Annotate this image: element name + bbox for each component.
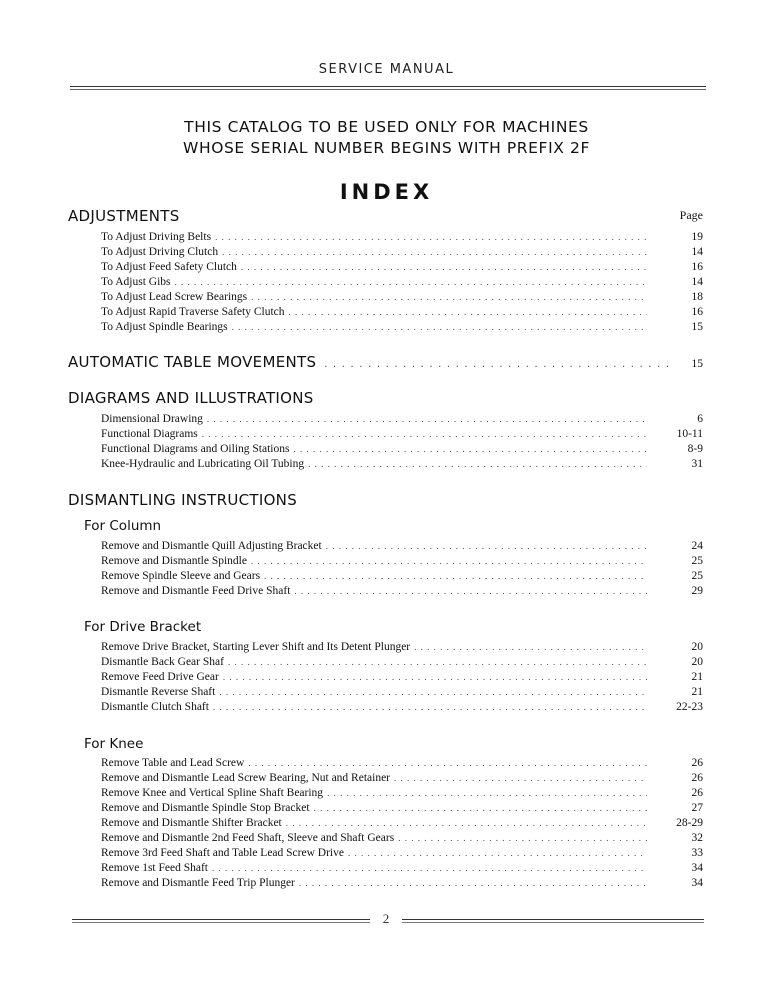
index-entry[interactable] [101, 246, 703, 261]
leader-dots [398, 832, 647, 844]
leader-dots [219, 686, 647, 698]
leader-dots [299, 877, 647, 889]
entry-page: 16 [691, 261, 703, 273]
index-entry[interactable] [101, 802, 703, 817]
entry-label: Remove and Dismantle Lead Screw Bearing, Nut and Retainer [101, 772, 391, 784]
entry-page: 33 [691, 847, 703, 859]
footer-rule-right-thin [402, 922, 704, 923]
leader-dots [327, 787, 647, 799]
entry-page: 20 [691, 641, 703, 653]
index-entry[interactable] [101, 787, 703, 802]
index-entry[interactable] [101, 641, 703, 656]
leader-dots [228, 656, 647, 668]
section-heading-diagrams: DIAGRAMS AND ILLUSTRATIONS [68, 389, 314, 407]
entry-page: 31 [691, 458, 703, 470]
entry-page: 28-29 [676, 817, 703, 829]
entry-label: Remove and Dismantle Spindle [101, 555, 247, 567]
entry-label: Functional Diagrams [101, 428, 198, 440]
running-header: SERVICE MANUAL [318, 62, 455, 77]
leader-dots [223, 671, 647, 683]
leader-dots [294, 585, 647, 597]
entry-page: 26 [691, 757, 703, 769]
page-number: 2 [382, 911, 390, 926]
serial-notice-line-2: WHOSE SERIAL NUMBER BEGINS WITH PREFIX 2F [183, 139, 590, 157]
entry-label: To Adjust Spindle Bearings [101, 321, 228, 333]
entry-page: 15 [691, 358, 703, 370]
index-entry[interactable] [101, 656, 703, 671]
entry-page: 26 [691, 787, 703, 799]
entry-label: Remove 3rd Feed Shaft and Table Lead Screw Drive [101, 847, 344, 859]
leader-dots [326, 540, 647, 552]
entry-page: 14 [691, 246, 703, 258]
entry-label: To Adjust Gibs [101, 276, 171, 288]
leader-dots [241, 261, 647, 273]
entry-page: 25 [691, 570, 703, 582]
index-entry[interactable] [101, 231, 703, 246]
entry-page: 6 [697, 413, 703, 425]
leader-dots [293, 443, 647, 455]
entry-page: 10-11 [676, 428, 703, 440]
leader-dots [207, 413, 647, 425]
entry-label: Knee-Hydraulic and Lubricating Oil Tubing [101, 458, 305, 470]
index-entry-automatic-table-movements[interactable] [68, 352, 703, 372]
entry-label: Dimensional Drawing [101, 413, 203, 425]
serial-notice-line-1: THIS CATALOG TO BE USED ONLY FOR MACHINES [184, 118, 589, 136]
index-entry[interactable] [101, 306, 703, 321]
page-column-label: Page [679, 208, 703, 222]
entry-label: Remove Table and Lead Screw [101, 757, 245, 769]
entry-label: Remove Spindle Sleeve and Gears [101, 570, 261, 582]
index-entry[interactable] [101, 671, 703, 686]
index-entry[interactable] [101, 862, 703, 877]
entry-page: 21 [691, 686, 703, 698]
index-title: INDEX [339, 180, 434, 204]
entry-page: 14 [691, 276, 703, 288]
index-entry[interactable] [101, 261, 703, 276]
entry-page: 24 [691, 540, 703, 552]
entry-page: 34 [691, 877, 703, 889]
footer-rule-right [402, 919, 704, 920]
entry-label: Remove and Dismantle Quill Adjusting Bracket [101, 540, 322, 552]
entry-label: Remove and Dismantle Spindle Stop Bracket [101, 802, 310, 814]
leader-dots [215, 231, 647, 243]
section-heading-adjustments: ADJUSTMENTS [68, 207, 180, 225]
subsection-heading-drive-bracket: For Drive Bracket [84, 619, 202, 635]
entry-label: Remove and Dismantle Shifter Bracket [101, 817, 282, 829]
entry-page: 21 [691, 671, 703, 683]
entry-label: Remove Drive Bracket, Starting Lever Shift and Its Detent Plunger [101, 641, 411, 653]
entry-page: 22-23 [676, 701, 703, 713]
entry-page: 19 [691, 231, 703, 243]
index-entry[interactable] [101, 443, 703, 458]
index-entry[interactable] [101, 757, 703, 772]
header-rule [70, 86, 706, 90]
index-entry[interactable] [101, 877, 703, 892]
entry-page: 8-9 [687, 443, 703, 455]
index-entry[interactable] [101, 428, 703, 443]
leader-dots [174, 276, 647, 288]
leader-dots [213, 701, 647, 713]
entry-page: 25 [691, 555, 703, 567]
index-entry[interactable] [101, 701, 703, 716]
serial-notice [0, 117, 773, 159]
entry-page: 34 [691, 862, 703, 874]
footer-rule-left-thin [72, 922, 370, 923]
footer-rule-left [72, 919, 370, 920]
index-entry[interactable] [101, 540, 703, 555]
leader-dots [324, 352, 674, 371]
entry-label: Remove Knee and Vertical Spline Shaft Bearing [101, 787, 324, 799]
entry-label: Remove and Dismantle Feed Trip Plunger [101, 877, 295, 889]
entry-label: To Adjust Feed Safety Clutch [101, 261, 237, 273]
entry-label: To Adjust Rapid Traverse Safety Clutch [101, 306, 285, 318]
index-entry[interactable] [101, 291, 703, 306]
entry-page: 20 [691, 656, 703, 668]
entry-label: To Adjust Driving Clutch [101, 246, 219, 258]
leader-dots [264, 570, 647, 582]
entry-label: To Adjust Lead Screw Bearings [101, 291, 248, 303]
entry-label: Remove and Dismantle 2nd Feed Shaft, Sleeve and Shaft Gears [101, 832, 395, 844]
index-entry[interactable] [101, 772, 703, 787]
leader-dots [248, 757, 647, 769]
index-entry[interactable] [101, 832, 703, 847]
entry-page: 15 [691, 321, 703, 333]
entry-label: Remove 1st Feed Shaft [101, 862, 208, 874]
entry-label: Dismantle Clutch Shaft [101, 701, 209, 713]
entry-page: 16 [691, 306, 703, 318]
index-entry[interactable] [101, 585, 703, 600]
leader-dots [251, 555, 647, 567]
entry-page: 27 [691, 802, 703, 814]
entry-label: Remove and Dismantle Feed Drive Shaft [101, 585, 291, 597]
entry-page: 18 [691, 291, 703, 303]
leader-dots [394, 772, 647, 784]
leader-dots [289, 306, 647, 318]
leader-dots [251, 291, 647, 303]
leader-dots [314, 802, 647, 814]
leader-dots [308, 458, 647, 470]
index-entry[interactable] [101, 458, 703, 473]
leader-dots [222, 246, 647, 258]
entry-page: 29 [691, 585, 703, 597]
section-heading-automatic: AUTOMATIC TABLE MOVEMENTS [68, 353, 317, 371]
leader-dots [232, 321, 647, 333]
entry-label: Remove Feed Drive Gear [101, 671, 219, 683]
section-heading-dismantling: DISMANTLING INSTRUCTIONS [68, 491, 298, 509]
entry-label: Functional Diagrams and Oiling Stations [101, 443, 290, 455]
leader-dots [348, 847, 647, 859]
leader-dots [414, 641, 647, 653]
subsection-heading-column: For Column [84, 518, 162, 534]
entry-label: To Adjust Driving Belts [101, 231, 212, 243]
leader-dots [212, 862, 647, 874]
leader-dots [286, 817, 647, 829]
index-entry[interactable] [101, 686, 703, 701]
index-entry[interactable] [101, 413, 703, 428]
index-entry[interactable] [101, 817, 703, 832]
index-entry[interactable] [101, 847, 703, 862]
index-entry[interactable] [101, 555, 703, 570]
leader-dots [202, 428, 647, 440]
entry-label: Dismantle Back Gear Shaf [101, 656, 224, 668]
index-entry[interactable] [101, 570, 703, 585]
index-entry[interactable] [101, 321, 703, 336]
subsection-heading-knee: For Knee [84, 736, 144, 752]
entry-label: Dismantle Reverse Shaft [101, 686, 216, 698]
entry-page: 32 [691, 832, 703, 844]
index-entry[interactable] [101, 276, 703, 291]
entry-page: 26 [691, 772, 703, 784]
